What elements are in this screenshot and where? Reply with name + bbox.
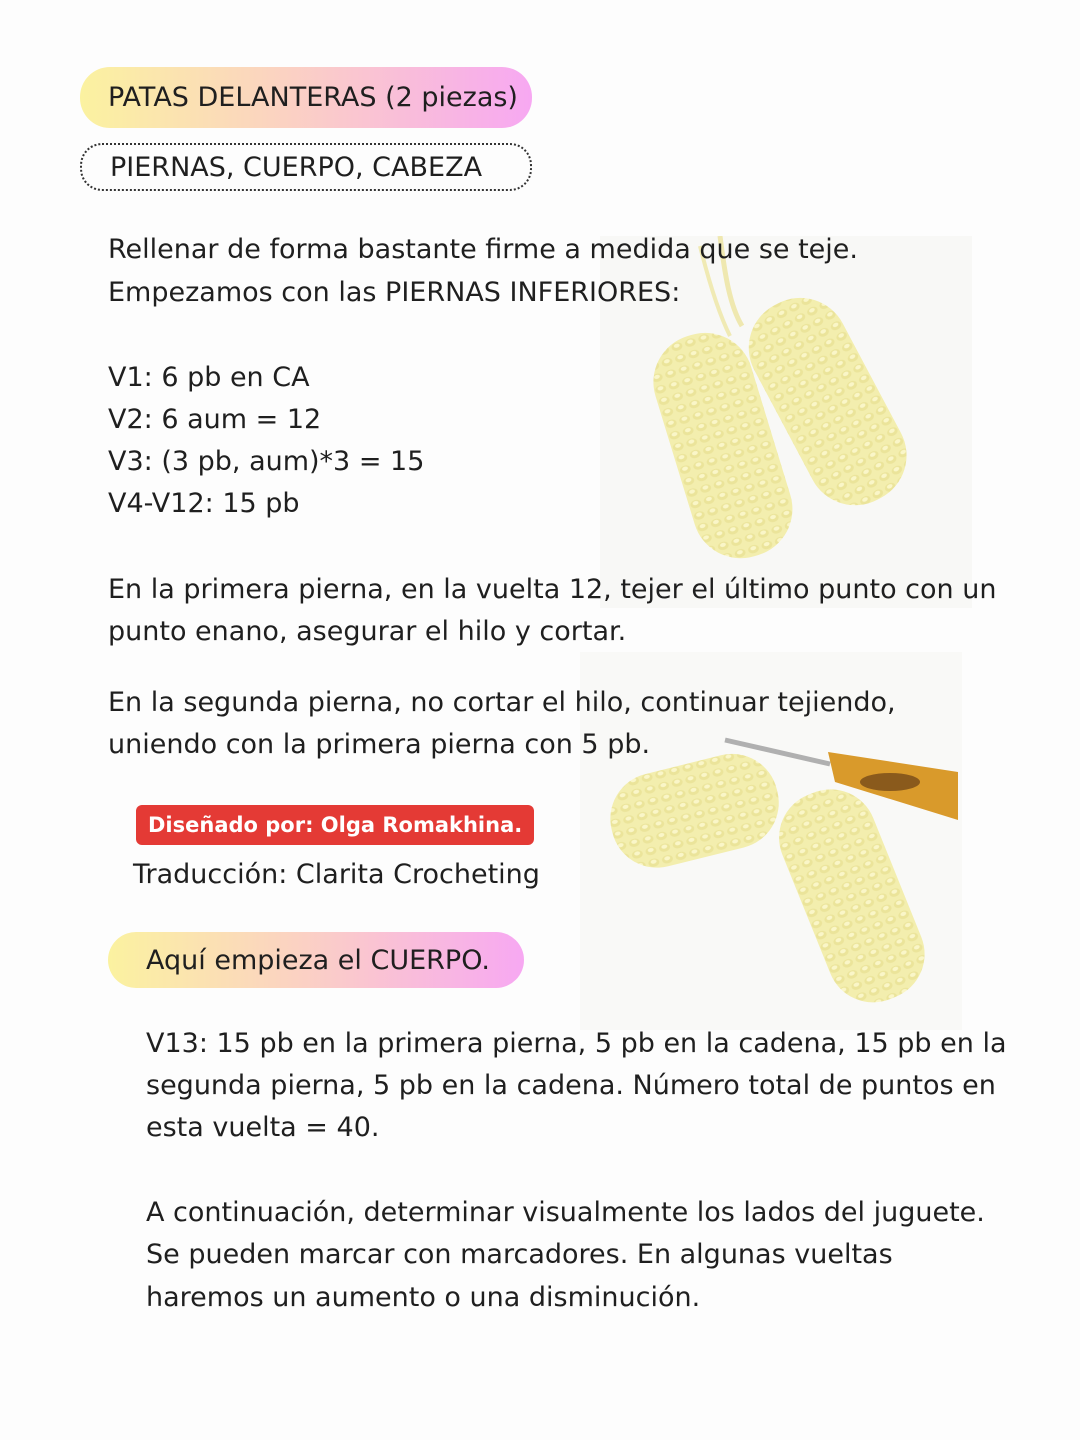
intro-line-2: Empezamos con las PIERNAS INFERIORES: bbox=[108, 277, 681, 308]
designer-credit: Diseñado por: Olga Romakhina. bbox=[148, 813, 523, 837]
v13-line-2: segunda pierna, 5 pb en la cadena. Número total de puntos en bbox=[146, 1070, 996, 1101]
section-title-pill bbox=[80, 67, 532, 128]
first-leg-line-1: En la primera pierna, en la vuelta 12, tejer el último punto con un bbox=[108, 574, 997, 605]
translation-credit: Traducción: Clarita Crocheting bbox=[133, 859, 540, 890]
round-v3: V3: (3 pb, aum)*3 = 15 bbox=[108, 446, 425, 477]
next-step-line-2: Se pueden marcar con marcadores. En algunas vueltas bbox=[146, 1239, 893, 1270]
next-step-line-3: haremos un aumento o una disminución. bbox=[146, 1282, 701, 1313]
second-leg-line-1: En la segunda pierna, no cortar el hilo, continuar tejiendo, bbox=[108, 687, 896, 718]
intro-line-1: Rellenar de forma bastante firme a medida que se teje. bbox=[108, 234, 858, 265]
round-v4-v12: V4-V12: 15 pb bbox=[108, 488, 300, 519]
v13-line-1: V13: 15 pb en la primera pierna, 5 pb en la cadena, 15 pb en la bbox=[146, 1028, 1007, 1059]
v13-line-3: esta vuelta = 40. bbox=[146, 1112, 380, 1143]
next-step-line-1: A continuación, determinar visualmente los lados del juguete. bbox=[146, 1197, 985, 1228]
body-section-title: Aquí empieza el CUERPO. bbox=[146, 944, 490, 976]
second-leg-line-2: uniendo con la primera pierna con 5 pb. bbox=[108, 729, 651, 760]
subsection-title-pill bbox=[80, 143, 532, 191]
section-title: PATAS DELANTERAS (2 piezas) bbox=[108, 82, 518, 113]
first-leg-line-2: punto enano, asegurar el hilo y cortar. bbox=[108, 616, 627, 647]
round-v1: V1: 6 pb en CA bbox=[108, 362, 310, 393]
round-v2: V2: 6 aum = 12 bbox=[108, 404, 322, 435]
designer-credit-badge bbox=[136, 805, 534, 845]
body-section-pill bbox=[108, 932, 524, 988]
subsection-title: PIERNAS, CUERPO, CABEZA bbox=[110, 151, 483, 183]
